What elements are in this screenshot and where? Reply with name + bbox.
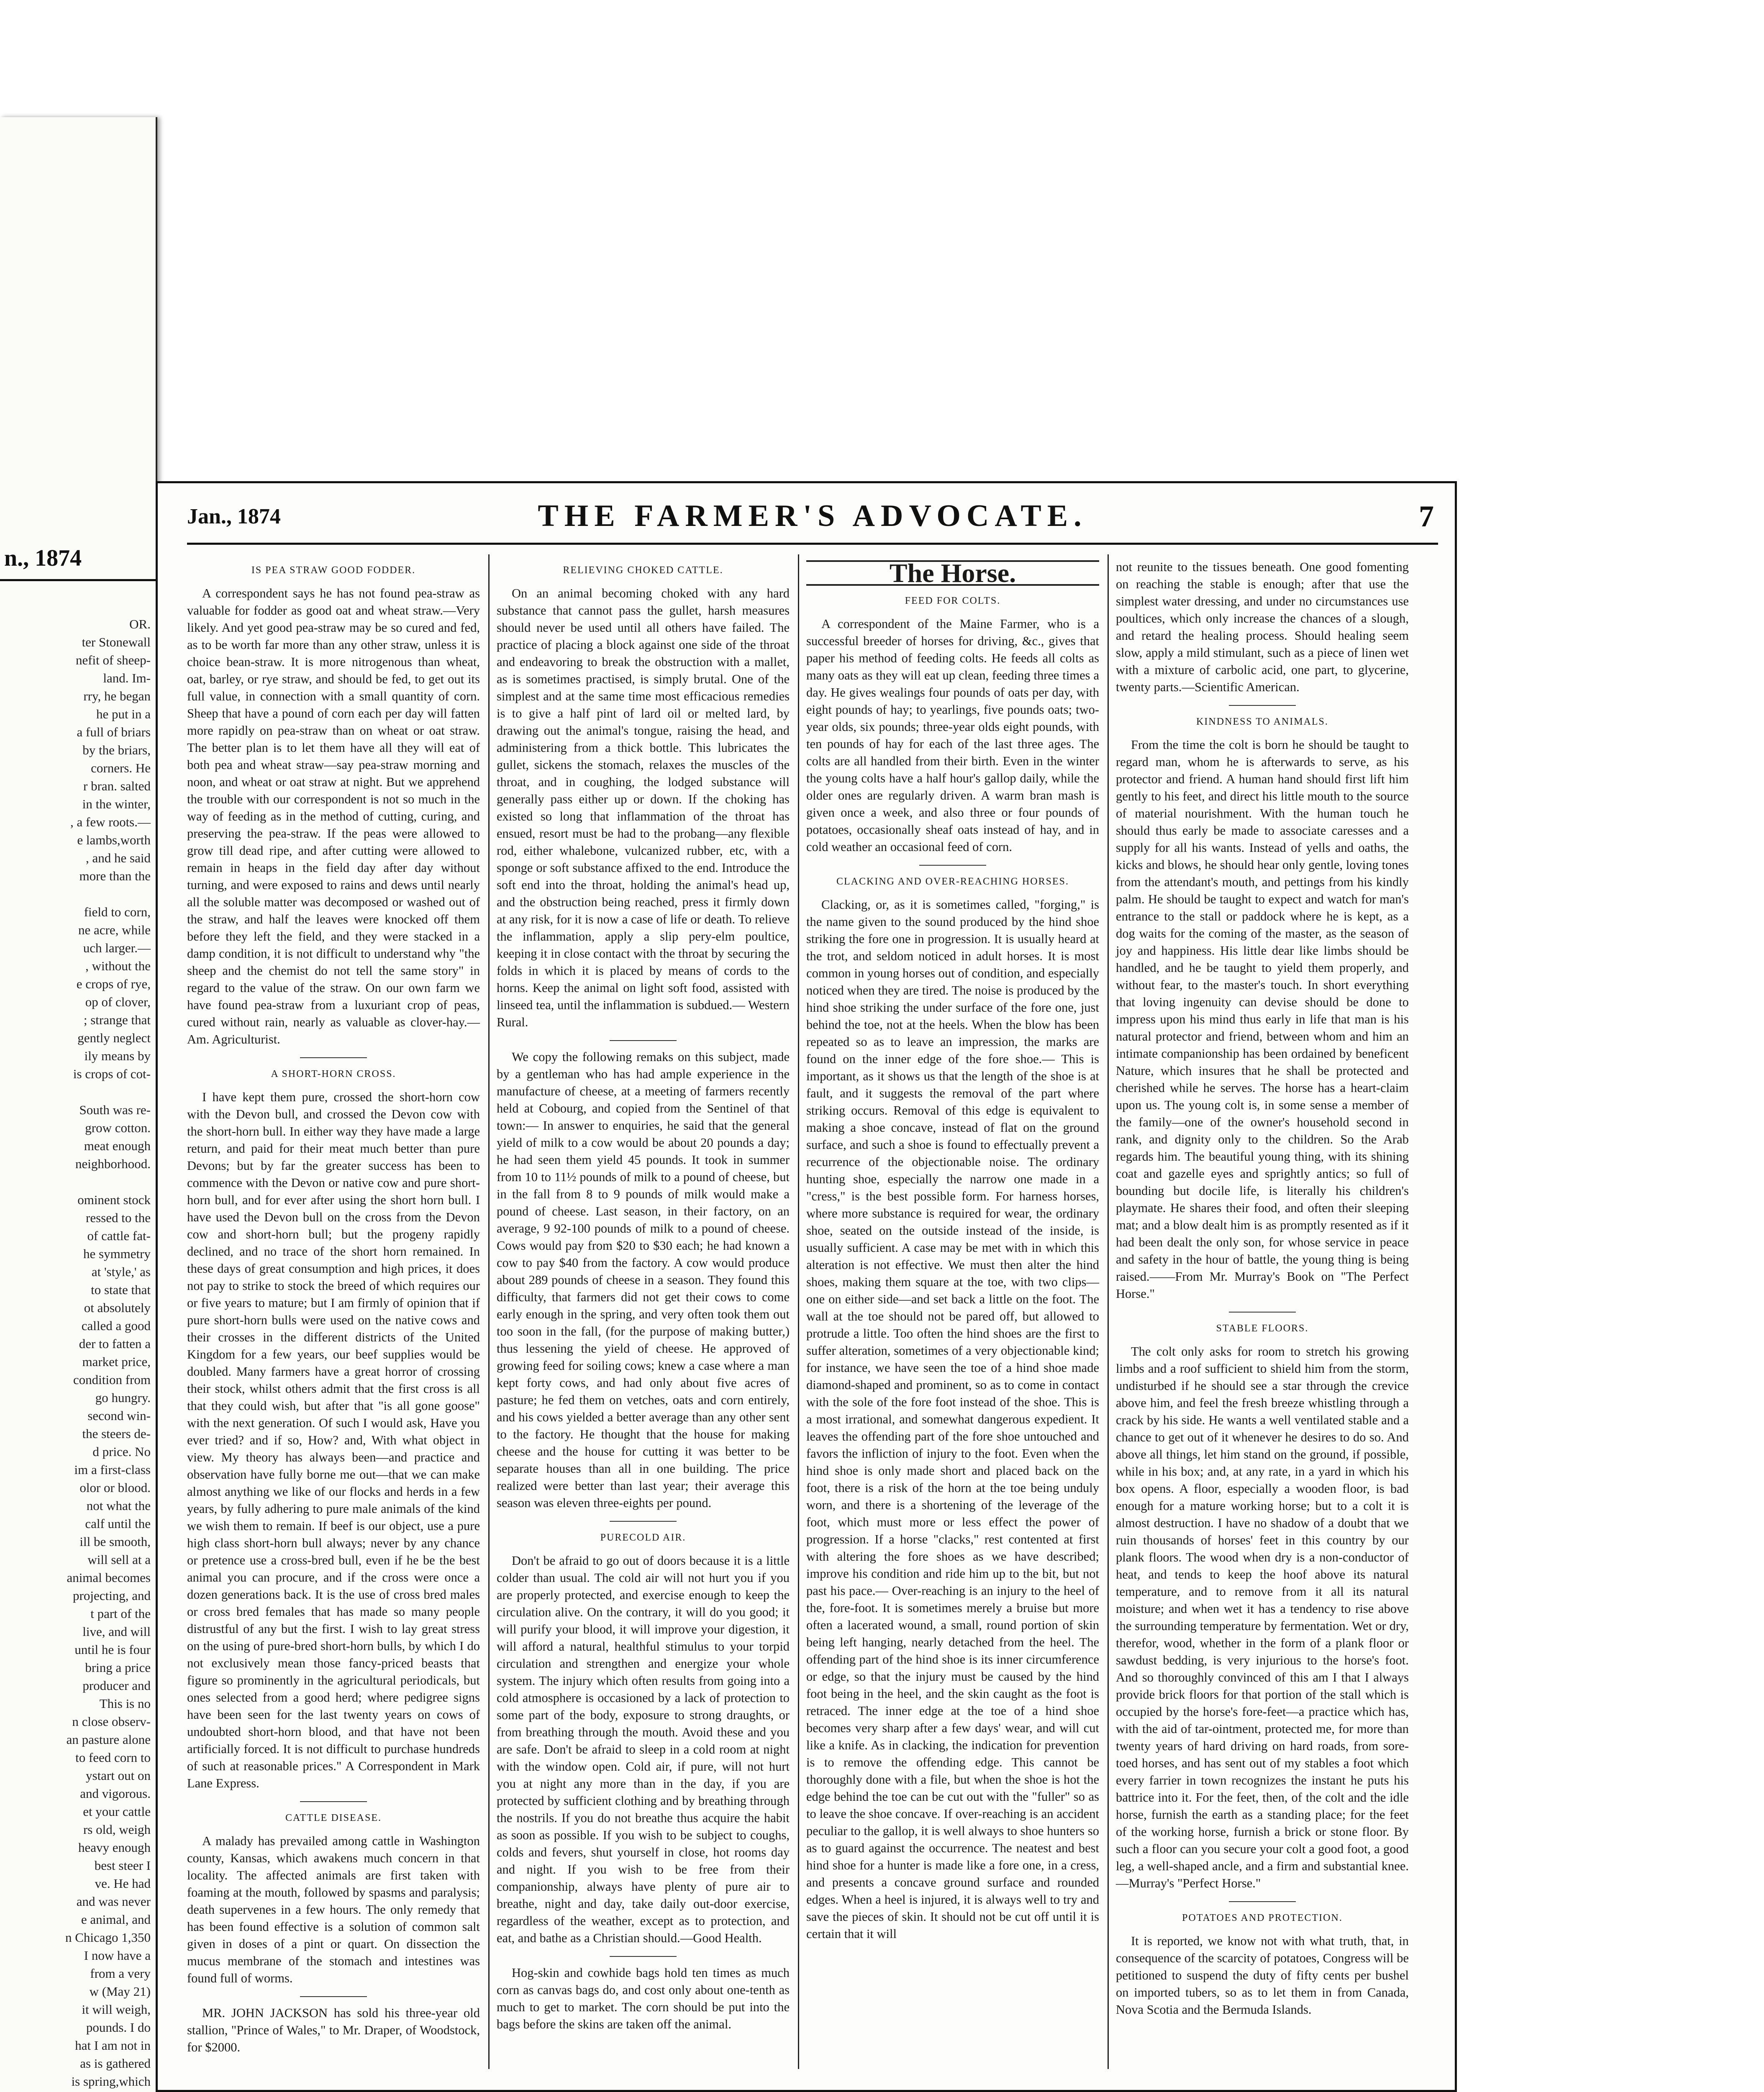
article-separator	[1229, 1901, 1296, 1902]
article-title: RELIEVING CHOKED CATTLE.	[563, 565, 723, 576]
article-body: Don't be afraid to go out of doors because it is a little colder than usual. The cold air will not hurt you if you are properly protected, and exercise enough to keep the circulation alive. On the contrary, it will do you good; it will purify your blood, it will improve your digestion, it will afford a natural, healthful stimulus to your torpid circulation and strengthen and energize your whole system. The injury which often results from going into a cold atmosphere is occasioned by a lack of protection to some part of the body, exposure to strong draughts, or from breathing through the mouth. Avoid these and you are safe. Don't be afraid to sleep in a cold room at night with the window open. Cold air, if pure, will not hurt you at night any more than in the day, if you are protected by sufficient clothing and by breathing through the nostrils. If you do not breathe thus acquire the habit as soon as possible. If you wish to be subject to coughs, colds and fevers, shut yourself in close, hot rooms day and night. If you wish to be free from their companionship, always have plenty of pure air to breathe, night and day, take daily out-door exercise, regardless of the weather, except as to protection, and eat, and bathe as a Christian should.—Good Health.	[497, 1554, 790, 1945]
article-separator	[1229, 705, 1296, 706]
article-separator	[300, 1996, 367, 1997]
article-body: From the time the colt is born he should be taught to regard man, whom he is afterwards to serve, as his protector and friend. A human hand should first lift him gently to his feet, and direct his little mouth to the source of material nourishment. With the human touch he should thus early be made to associate caresses and a supply for all his wants. Instead of yells and oaths, the kicks and blows, he should hear only gentle, loving tones from the attendant's mouth, and pettings from his kindly palm. He should be taught to expect and watch for man's entrance to the stall or paddock where he is kept, as a dog waits for the coming of the master, as the season of joy and happiness. His little dear like limbs should be handled, and he be taught to yield them properly, and without fear, to the master's touch. In short everything that loving ingenuity can devise should be done to impress upon his mind thus early in life that man is his natural protector and friend, between whom and him an intimate companionship has been ordained by beneficent Nature, which insures that he shall be protected and cherished while he serves. The horse has a heart-claim upon us. The young colt is, in some sense a member of the family—one of the owner's household second in rank, and dignity only to the children. So the Arab regards him. The beautiful young thing, with its shining coat and gazelle eyes and sprightly antics; so full of bounding but docile life, is literally his children's playmate. He shares their food, and often their sleeping mat; and a blow dealt him is as promptly resented as if it had been dealt the only son, for whose service in peace and safety in the hour of battle, the young thing is being raised.——From Mr. Murray's Book on "The Perfect Horse."	[1116, 738, 1409, 1301]
header-date: Jan., 1874	[187, 505, 281, 528]
column-3	[806, 559, 1099, 2056]
column-2	[497, 559, 790, 2056]
article-body: Clacking, or, as it is sometimes called, "forging," is the name given to the sound produced by the hind shoe striking the fore one in progression. It is usually heard at the trot, and seldom noticed in adult horses. It is most common in young horses out of condition, and especially noticed when they are tired. The noise is produced by the hind shoe striking the under surface of the fore one, just behind the toe, not at the heels. When the blow has been repeated so as to leave an impression, the marks are found on the inner edge of the fore shoe.— This is important, as it shows us that the length of the shoe is at fault, and it suggests the removal of the part where striking occurs. Removal of this edge is equivalent to making a shoe concave, instead of flat on the ground surface, and such a shoe is found to effectually prevent a recurrence of the objectionable noise. The ordinary hunting shoe, especially the narrow one made in a "cress," is the best possible form. For harness horses, where more substance is required for wear, the ordinary shoe, seated on the outside instead of the inside, is usually sufficient. A case may be met with in which this alteration is not effective. We must then alter the hind shoes, making them square at the toe, with two clips—one on either side—and set back a little on the foot. The wall at the toe should not be pared off, but allowed to protrude a little. Too often the hind shoes are the first to suffer alteration, sometimes of a very objectionable kind; for instance, we have seen the toe of a hind shoe made diamond-shaped and prominent, so as to come in contact with the sole of the fore foot instead of the shoe. This is a most irrational, and somewhat dangerous expedient. It leaves the offending part of the fore shoe untouched and favors the infliction of injury to the foot. Even when the hind shoe is only made short and placed back on the foot, there is a risk of the horn at the toe being unduly worn, and there is a shortening of the leverage of the foot, which must more or less effect the power of progression. If a horse "clacks," rest contented at first with altering the fore shoes as we have described; improve his condition and ride him up to the bit, but not past his pace.— Over-reaching is an injury to the heel of the, fore-foot. It is sometimes merely a bruise but more often a lacerated wound, a small, round portion of skin being left hanging, nearly detached from the heel. The offending part of the hind shoe is its inner circumference or edge, so that the injury must be caused by the hind foot being in the heel, and the skin caught as the foot is retraced. The inner edge at the toe of a hind shoe becomes very sharp after a few days' wear, and will cut like a knife. As in clacking, the indication for prevention is to remove the offending edge. This cannot be thoroughly done with a file, but when the shoe is hot the edge behind the toe can be cut out with the "fuller" so as to leave the shoe concave. If over-reaching is an accident peculiar to the gallop, it is well always to shoe hunters so as to guard against the occurrence. The neatest and best hind shoe for a hunter is made like a fore one, in a cress, and presents a concave ground surface and rounded edges. When a heel is injured, it is always well to try and save the pieces of skin. It should not be cut off until it is certain that it will	[806, 897, 1099, 1941]
article-separator	[919, 865, 986, 866]
article-title: POTATOES AND PROTECTION.	[1182, 1913, 1343, 1923]
column-divider	[798, 554, 799, 2069]
article-body: On an animal becoming choked with any hard substance that cannot pass the gullet, harsh measures should never be used until all others have failed. The practice of placing a block against one side of the throat and endeavoring to break the obstruction with a mallet, as is sometimes practised, is simply brutal. One of the simplest and at the same time most efficacious remedies is to give a half pint of lard oil or melted lard, by drawing out the animal's tongue, raising the head, and administering from a thick bottle. This lubricates the gullet, sickens the stomach, relaxes the muscles of the throat, and in coughing, the lodged substance will generally pass either up or down. If the choking has existed so long that inflammation of the throat has ensued, resort must be had to the probang—any flexible rod, either whalebone, vulcanized rubber, etc, with a sponge or soft substance affixed to the end. Introduce the soft end into the throat, holding the animal's head up, and the obstruction being reached, press it firmly down at any risk, for it is now a case of life or death. To relieve the inflammation, apply a slip pery-elm poultice, keeping it in close contact with the throat by securing the folds in which it is placed by means of cords to the horns. Keep the animal on light soft food, assisted with linseed tea, until the inflammation is subdued.— Western Rural.	[497, 586, 790, 1029]
article-title: IS PEA STRAW GOOD FODDER.	[251, 565, 416, 576]
column-4	[1116, 559, 1409, 2056]
column-divider	[488, 554, 490, 2069]
section-heading: The Horse.	[806, 560, 1099, 586]
article-separator	[610, 1521, 677, 1522]
article-body: It is reported, we know not with what truth, that, in consequence of the scarcity of potatoes, Congress will be petitioned to suspend the duty of fifty cents per bushel on imported tubers, so as to let them in from Canada, Nova Scotia and the Bermuda Islands.	[1116, 1934, 1409, 2017]
article-separator	[300, 1057, 367, 1058]
article-title: KINDNESS TO ANIMALS.	[1196, 716, 1328, 727]
article-body: A malady has prevailed among cattle in Washington county, Kansas, which awakens much concern in that locality. The affected animals are first taken with foaming at the mouth, followed by spasms and paralysis; death supervenes in a few hours. The only remedy that has been found effective is a solution of common salt given in doses of a pint or quart. On dissection the mucus membrane of the stomach and intestines was found full of worms.	[187, 1834, 480, 1985]
newspaper-page	[156, 481, 1457, 2092]
article-body: not reunite to the tissues beneath. One good fomenting on reaching the stable is enough; after that use the simplest water dressing, and under no circumstances use poultices, which only increase the chances of a slough, and retard the healing process. Should healing seem slow, apply a mild stimulant, such as a piece of linen wet with a mixture of carbolic acid, one part, to glycerine, twenty parts.—Scientific American.	[1116, 560, 1409, 694]
left-page-text-fragments: OR. ter Stonewall nefit of sheep- land. Im- rry, he began he put in a a full of briars by the briars, corners. He r bran. salted in the winter, , a few roots.— e lambs,worth , and he said more than the field to corn, ne acre, while uch larger.— , without the e crops of rye, op of clover, ; strange that gently neglect ily means by is crops of cot- South was re- grow cotton. meat enough neighborhood. ominent stock ressed to the of cattle fat- he symmetry at 'style,' as to state that ot absolutely called a good der to fatten a market price, condition from go hungry. second win- the steers de- d price. No im a first-class olor or blood. not what the calf until the ill be smooth, will sell at a animal becomes projecting, and t part of the live, and will until he is four bring a price producer and This is no n close observ- an pasture alone to feed corn to ystart out on and vigorous. et your cattle rs old, weigh heavy enough best steer I ve. He had and was never e animal, and n Chicago 1,350 I now have a from a very w (May 21) it will weigh, pounds. I do hat I am not in as is gathered is spring,which	[65, 617, 151, 2089]
left-page-date-header: n., 1874	[4, 545, 82, 571]
masthead-title: THE FARMER'S ADVOCATE.	[538, 499, 1087, 533]
left-facing-page	[0, 117, 157, 2092]
article-body: MR. JOHN JACKSON has sold his three-year old stallion, "Prince of Wales," to Mr. Draper, of Woodstock, for $2000.	[187, 2006, 480, 2054]
article-body: We copy the following remaks on this subject, made by a gentleman who has had ample experience in the manufacture of cheese, at a meeting of farmers recently held at Cobourg, and copied from the Sentinel of that town:— In answer to enquiries, he said that the general yield of milk to a cow would be about 20 pounds a day; he had seen them yield 45 pounds. It took in summer from 10 to 11½ pounds of milk to a pound of cheese, but in the fall from 8 to 9 pounds of milk would make a pound of cheese. Last season, in their factory, on an average, 9 92-100 pounds of milk to a pound of cheese. Cows would pay from $20 to $30 each; he had known a cow to pay $40 from the factory. A cow would produce about 289 pounds of cheese in a season. They found this difficulty, that farmers did not get their cows to come early enough in the spring, and very often took them out too soon in the fall, (for the purpose of making butter,) thus lessening the yield of cheese. He approved of growing feed for soiling cows; knew a case where a man kept forty cows, and had only about five acres of pasture; he fed them on vetches, oats and corn entirely, and his cows yielded a better average than any other sent to the factory. He thought that the house for making cheese and the house for cutting it was better to be separate houses than all in one building. The price realized were better than last year; their average this season was eleven three-eights per pound.	[497, 1050, 790, 1510]
article-title: STABLE FLOORS.	[1216, 1323, 1309, 1334]
article-title: A SHORT-HORN CROSS.	[271, 1069, 396, 1079]
left-page-header-rule	[0, 579, 156, 581]
article-body: I have kept them pure, crossed the short-horn cow with the Devon bull, and crossed the Devon cow with the short-horn bull. In either way they have made a large return, and paid for their meat much better than pure Devons; but by far the greater success has been to commence with the Devon or native cow and pure short-horn bull, and for ever after using the short horn bull. I have used the Devon bull on the cross from the Devon cow and short-horn bull; but the progeny rapidly declined, and no trace of the short horn remained. In these days of great consumption and high prices, it does not pay to strike to stock the breed of which requires our or five years to mature; but I am firmly of opinion that if pure short-horn bulls were used on the native cows and their crosses in the different districts of the United Kingdom for a few years, our beef supplies would be doubled. Many farmers have a great horror of crossing their stock, whilst others admit that the first cross is all that they could wish, but after that "is all gone goose" with the next generation. Of such I would ask, Have you ever tried? and if so, How? and, With what object in view. My theory has always been—and practice and observation have fully borne me out—that we can make almost anything we like of our flocks and herds in a few years, by fully adhering to pure male animals of the kind we wish them to remain. If beef is our object, use a pure high class short-horn bull always; never by any chance or pretence use a cross-bred bull, even if he be the best animal you can procure, and if the cross were once a dozen generations back. It is the use of cross bred males or cross bred females that has made so many people distrustful of any but the first. I wish to lay great stress on the using of pure-bred short-horn bulls, by which I do not exclusively mean those fancy-priced beasts that figure so prominently in the agricultural periodicals, but ones selected from a good herd; where pedigree signs have been seen for the last twenty years on cows of undoubted short-horn blood, and that have not been artificially forced. It is not difficult to purchase hundreds of such at reasonable prices." A Correspondent in Mark Lane Express.	[187, 1090, 480, 1790]
article-separator	[610, 1040, 677, 1041]
article-title: FEED FOR COLTS.	[905, 595, 1001, 606]
page-header	[187, 498, 1438, 536]
column-1	[187, 559, 480, 2056]
article-separator	[610, 1956, 677, 1957]
page-number: 7	[1419, 500, 1434, 533]
article-body: The colt only asks for room to stretch his growing limbs and a roof sufficient to shield him from the storm, undisturbed if he should see a star through the crevice above him, and feel the fresh breeze whistling through a crack by his side. He wants a well ventilated stable and a chance to get out of it whenever he desires to do so. And above all things, let him stand on the ground, if possible, while in his box; and, at any rate, in a yard in which his box opens. A floor, especially a wooden floor, is bad enough for a mature working horse; but to a colt it is almost destruction. I have no shadow of a doubt that we ruin thousands of horses' feet in this country by our plank floors. The wood when dry is a non-conductor of heat, and tends to keep the hoof above its natural temperature, and to remove from it all its natural moisture; and when wet it has a tendency to rise above the surrounding temperature by fermentation. Wet or dry, therefor, wood, whether in the form of a plank floor or sawdust bedding, is very injurious to the horse's foot. And so thoroughly convinced of this am I that I always provide brick floors for that portion of the stall which is occupied by the horse's fore-feet—a practice which has, with the aid of tar-ointment, protected me, for more than twenty years of hard driving on hard roads, from sore-toed horses, and has sent out of my stables a foot which every farrier in town recognizes the instant he puts his battrice into it. For the feet, then, of the colt and the idle horse, furnish the earth as a standing place; for the feet of the working horse, furnish a brick or stone floor. By such a floor can you secure your colt a good foot, a good leg, a well-shaped ancle, and a firm and substantial knee.—Murray's "Perfect Horse."	[1116, 1344, 1409, 1890]
article-body: A correspondent of the Maine Farmer, who is a successful breeder of horses for driving, &c., gives that paper his method of feeding colts. He feeds all colts as many oats as they will eat up clean, feeding three times a day. He gives wealings four pounds of oats per day, with eight pounds of hay; to yearlings, five pounds oats; two-year olds, six pounds; three-year olds eight pounds, with ten pounds of hay for each of the last three ages. The colts are all handled from their birth. Even in the winter the young colts have a half hour's gallop daily, while the older ones are regularly driven. A warm bran mash is given once a week, and also three or four pounds of potatoes, occasionally sheaf oats instead of hay, and in cold weather an occasional feed of corn.	[806, 617, 1099, 854]
header-rule	[187, 543, 1438, 545]
article-title: PURECOLD AIR.	[600, 1532, 686, 1543]
article-separator	[300, 1801, 367, 1802]
article-separator	[1229, 1312, 1296, 1313]
article-title: CATTLE DISEASE.	[285, 1813, 382, 1823]
column-divider	[1108, 554, 1109, 2069]
article-body: Hog-skin and cowhide bags hold ten times as much corn as canvas bags do, and cost only about one-tenth as much to get to market. The corn should be put into the bags before the skins are taken off the animal.	[497, 1966, 790, 2031]
article-body: A correspondent says he has not found pea-straw as valuable for fodder as good oat and wheat straw.—Very likely. And yet good pea-straw may be so cured and fed, as to be worth far more than any other straw, unless it is choice bean-straw. It is more nitrogenous than wheat, oat, barley, or rye straw, and should be fed, to get out its full value, in connection with a small quantity of corn. Sheep that have a pound of corn each per day will fatten more rapidly on pea-straw than on wheat or oat straw. The better plan is to let them have all they will eat of both pea and wheat straw—say pea-straw morning and noon, and wheat or oat straw at night. But we apprehend the trouble with our correspondent is not so much in the way of feeding as in the method of cutting, curing, and preserving the pea-straw. If the peas were allowed to grow till dead ripe, and after cutting were allowed to remain in heaps in the field day after day without turning, and were exposed to rains and dews until nearly all the soluble matter was decomposed or washed out of the straw, and half the leaves were knocked off them before they left the field, and they were stacked in a damp condition, it is not difficult to understand why "the sheep and the chemist do not tell the same story" in regard to the value of the straw. On our own farm we have found pea-straw from a luxuriant crop of peas, cured without rain, nearly as valuable as clover-hay.—Am. Agriculturist.	[187, 586, 480, 1046]
article-title: CLACKING AND OVER-REACHING HORSES.	[836, 876, 1069, 887]
